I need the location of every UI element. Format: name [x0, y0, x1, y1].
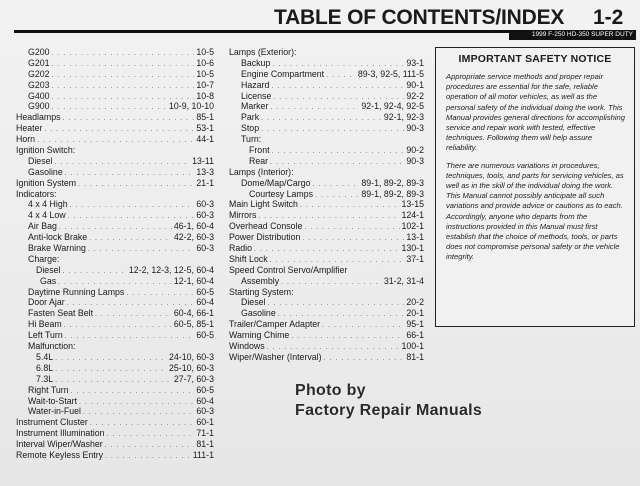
index-entry [229, 210, 424, 221]
index-entry-page: 20-1 [406, 308, 424, 319]
index-entry [229, 80, 424, 91]
index-entry [16, 406, 214, 417]
leader-dots [67, 299, 195, 308]
index-entry-page: 60-3 [196, 406, 214, 417]
leader-dots [52, 82, 195, 91]
index-entry-label: Wiper/Washer (Interval) [229, 351, 322, 362]
index-entry-label: Interval Wiper/Washer [16, 439, 103, 450]
index-entry [16, 232, 214, 243]
leader-dots [126, 289, 194, 298]
index-entry-label: Brake Warning [28, 243, 86, 254]
index-entry [229, 341, 424, 352]
index-entry-page: 90-1 [406, 79, 424, 90]
index-entry [16, 134, 214, 145]
index-entry [16, 47, 214, 58]
leader-dots [105, 452, 191, 461]
index-entry [229, 189, 424, 200]
index-entry-label: Turn: [241, 134, 262, 145]
leader-dots [65, 169, 195, 178]
index-entry-page: 10-9, 10-10 [169, 101, 214, 112]
index-entry [229, 287, 424, 298]
index-entry [16, 112, 214, 123]
index-entry-page: 92-2 [406, 90, 424, 101]
index-entry-page: 13-1 [406, 232, 424, 243]
index-entry-label: Stop [241, 123, 260, 134]
index-entry-page: 93-1 [406, 57, 424, 68]
index-entry-page: 42-2, 60-3 [173, 232, 214, 243]
watermark-line: Photo by [295, 382, 366, 399]
index-entry-page: 60-5 [196, 384, 214, 395]
index-entry-page: 60-4 [196, 395, 214, 406]
index-entry [229, 112, 424, 123]
index-entry-page: 31-2, 31-4 [383, 275, 424, 286]
index-entry-label: G201 [28, 57, 50, 68]
leader-dots [302, 234, 404, 243]
photo-watermark [295, 381, 482, 421]
index-entry-label: Right Turn [28, 384, 69, 395]
index-entry-label: Dome/Map/Cargo [241, 177, 311, 188]
index-entry-label: Ignition Switch: [16, 145, 76, 156]
index-entry [16, 352, 214, 363]
index-entry-label: Speed Control Servo/Amplifier [229, 264, 348, 275]
index-entry-label: G400 [28, 90, 50, 101]
index-entry [16, 287, 214, 298]
index-entry-label: Lamps (Exterior): [229, 47, 297, 57]
index-entry [16, 80, 214, 91]
index-entry-label: Door Ajar [28, 297, 65, 308]
index-entry-page: 60-3 [196, 243, 214, 254]
index-entry [229, 123, 424, 134]
leader-dots [68, 212, 195, 221]
leader-dots [79, 398, 194, 407]
index-entry-label: Windows [229, 341, 265, 352]
leader-dots [83, 408, 194, 417]
index-entry-page: 27-7, 60-3 [173, 373, 214, 384]
leader-dots [44, 125, 194, 134]
index-entry-page: 13-11 [192, 155, 214, 166]
index-entry-page: 124-1 [401, 210, 424, 221]
leader-dots [254, 245, 400, 254]
index-entry [16, 450, 214, 461]
index-entry-label: G203 [28, 79, 50, 90]
index-entry-label: Overhead Console [229, 221, 303, 232]
index-entry-page: 13-15 [401, 199, 424, 210]
index-entry-label: Trailer/Camper Adapter [229, 319, 321, 330]
index-entry [16, 210, 214, 221]
leader-dots [52, 71, 195, 80]
leader-dots [71, 387, 195, 396]
index-entry-page: 60-3 [196, 199, 214, 210]
index-entry-label: Charge: [28, 253, 60, 264]
index-entry-label: Diesel [36, 264, 61, 275]
index-entry [229, 91, 424, 102]
leader-dots [89, 234, 172, 243]
index-entry-label: License [241, 90, 272, 101]
index-entry [16, 91, 214, 102]
index-entry-label: Rear [249, 155, 269, 166]
index-entry [16, 341, 214, 352]
leader-dots [261, 125, 404, 134]
index-entry-label: Gasoline [241, 308, 276, 319]
index-entry [16, 374, 214, 385]
index-entry-page: 12-1, 60-4 [173, 275, 214, 286]
safety-paragraph: Appropriate service methods and proper repair procedures are essential for the safe, reliable operation of all motor vehicles, as well as the personal safety of the individual doing the work. This Manual provides general directions for accomplishing service and repair work with tested, effective techniques. Following them will help assure reliability. [446, 72, 625, 153]
leader-dots [278, 310, 405, 319]
index-entry-label: Courtesy Lamps [249, 188, 314, 199]
leader-dots [88, 245, 195, 254]
leader-dots [105, 441, 195, 450]
leader-dots [261, 114, 382, 123]
index-entry-label: Malfunction: [28, 341, 76, 352]
index-entry-page: 60-3 [196, 210, 214, 221]
index-entry [229, 167, 424, 178]
watermark-line: Factory Repair Manuals [295, 402, 483, 419]
header-rule [14, 30, 509, 33]
index-entry [229, 265, 424, 276]
index-entry-label: G202 [28, 68, 50, 79]
index-entry-label: Assembly [241, 275, 280, 286]
index-entry-label: Mirrors [229, 210, 257, 221]
leader-dots [322, 321, 404, 330]
leader-dots [281, 278, 382, 287]
index-entry [16, 156, 214, 167]
index-entry-page: 10-6 [196, 57, 214, 68]
index-entry-page: 10-5 [196, 47, 214, 57]
leader-dots [55, 376, 172, 385]
safety-notice-box [435, 47, 635, 327]
index-entry [16, 199, 214, 210]
index-entry-label: Diesel [241, 297, 266, 308]
index-entry-label: Shift Lock [229, 253, 268, 264]
leader-dots [267, 299, 404, 308]
index-entry-page: 89-1, 89-2, 89-3 [361, 177, 424, 188]
index-entry [229, 330, 424, 341]
leader-dots [272, 60, 404, 69]
index-entry-page: 90-3 [406, 155, 424, 166]
index-entry-label: Park [241, 112, 260, 123]
index-entry-page: 102-1 [401, 221, 424, 232]
index-entry-label: 4 x 4 High [28, 199, 68, 210]
leader-dots [54, 158, 190, 167]
leader-dots [273, 93, 404, 102]
index-entry-page: 66-1 [406, 330, 424, 341]
index-entry-label: Lamps (Interior): [229, 166, 294, 177]
index-entry-label: Remote Keyless Entry [16, 449, 104, 460]
index-column-left [16, 47, 214, 461]
index-entry [16, 123, 214, 134]
index-entry [229, 178, 424, 189]
index-entry [16, 101, 214, 112]
index-entry [229, 156, 424, 167]
index-entry-page: 92-1, 92-4, 92-5 [361, 101, 424, 112]
index-entry [16, 417, 214, 428]
index-entry-page: 60-4 [196, 297, 214, 308]
leader-dots [58, 278, 172, 287]
leader-dots [271, 82, 404, 91]
index-entry-page: 81-1 [196, 439, 214, 450]
index-entry [229, 69, 424, 80]
index-entry-page: 95-1 [406, 319, 424, 330]
index-entry [229, 145, 424, 156]
index-entry [16, 221, 214, 232]
index-entry [229, 232, 424, 243]
leader-dots [270, 256, 405, 265]
index-entry-page: 89-1, 89-2, 89-3 [361, 188, 424, 199]
index-entry-page: 24-10, 60-3 [169, 351, 214, 362]
index-entry [229, 297, 424, 308]
leader-dots [304, 223, 399, 232]
index-entry [229, 254, 424, 265]
leader-dots [70, 201, 195, 210]
index-entry [16, 178, 214, 189]
index-entry-label: Instrument Illumination [16, 428, 105, 439]
index-entry-page: 90-2 [406, 145, 424, 156]
index-entry-label: Wait-to-Start [28, 395, 78, 406]
leader-dots [52, 93, 195, 102]
index-entry-page: 13-3 [196, 166, 214, 177]
index-entry-page: 60-1 [196, 417, 214, 428]
index-entry-page: 25-10, 60-3 [169, 362, 214, 373]
leader-dots [55, 365, 167, 374]
index-entry-label: Backup [241, 57, 271, 68]
index-entry-page: 130-1 [401, 243, 424, 254]
index-entry-page: 100-1 [401, 341, 424, 352]
leader-dots [272, 147, 405, 156]
index-entry [229, 352, 424, 363]
index-entry-page: 21-1 [196, 177, 214, 188]
index-entry [16, 385, 214, 396]
index-entry-label: Hi Beam [28, 319, 62, 330]
leader-dots [107, 430, 195, 439]
leader-dots [270, 103, 359, 112]
index-entry-label: Starting System: [229, 286, 294, 297]
index-entry-page: 60-5 [196, 330, 214, 341]
page-number: 1-2 [593, 6, 624, 29]
leader-dots [65, 332, 195, 341]
index-entry [16, 439, 214, 450]
index-entry [229, 101, 424, 112]
index-entry-label: Power Distribution [229, 232, 301, 243]
index-entry [229, 134, 424, 145]
index-entry [16, 254, 214, 265]
safety-paragraph: There are numerous variations in procedures, techniques, tools, and parts for servicing vehicles, as well as in the skill of the individual doing the work. This Manual cannot possibly anticipate all such variations and provide advice or cautions as to each. Accordingly, anyone who departs from the instructions provided in this Manual must first establish that the choice of methods, tools, or parts does not compromise personal safety or the vehicle integrity. [446, 160, 624, 262]
leader-dots [63, 114, 195, 123]
leader-dots [326, 71, 356, 80]
index-entry-page: 12-2, 12-3, 12-5, 60-4 [128, 264, 214, 275]
index-entry-label: Engine Compartment [241, 68, 325, 79]
index-entry-page: 60-4, 66-1 [173, 308, 214, 319]
index-entry-page: 20-2 [406, 297, 424, 308]
index-entry-label: Gas [40, 275, 57, 286]
index-entry-page: 81-1 [406, 351, 424, 362]
vehicle-subtitle: 1999 F-250 HD-350 SUPER DUTY [509, 30, 636, 40]
index-entry-label: Left Turn [28, 330, 63, 341]
index-entry [16, 189, 214, 200]
leader-dots [55, 354, 167, 363]
index-entry [16, 319, 214, 330]
index-entry-label: Water-in-Fuel [28, 406, 81, 417]
leader-dots [270, 158, 404, 167]
index-entry-label: Hazard [241, 79, 270, 90]
index-entry [16, 308, 214, 319]
index-entry-label: Ignition System [16, 177, 77, 188]
leader-dots [52, 103, 167, 112]
index-entry-label: 4 x 4 Low [28, 210, 66, 221]
index-entry-label: G900 [28, 101, 50, 112]
leader-dots [64, 321, 172, 330]
leader-dots [267, 343, 400, 352]
index-entry-page: 60-5 [196, 286, 214, 297]
index-entry [16, 330, 214, 341]
index-entry [229, 319, 424, 330]
index-entry [16, 428, 214, 439]
index-entry [229, 221, 424, 232]
index-entry [16, 145, 214, 156]
leader-dots [37, 136, 194, 145]
leader-dots [300, 201, 400, 210]
index-entry-page: 10-5 [196, 68, 214, 79]
index-entry-page: 92-1, 92-3 [383, 112, 424, 123]
index-entry [16, 243, 214, 254]
index-entry-page: 44-1 [196, 134, 214, 145]
leader-dots [312, 180, 359, 189]
index-entry-label: G200 [28, 47, 50, 57]
index-entry [229, 199, 424, 210]
index-entry-page: 85-1 [196, 112, 214, 123]
index-entry-page: 53-1 [196, 123, 214, 134]
index-entry [16, 167, 214, 178]
index-entry [229, 276, 424, 287]
index-entry-label: Anti-lock Brake [28, 232, 88, 243]
index-entry [16, 58, 214, 69]
leader-dots [78, 180, 194, 189]
page-title: TABLE OF CONTENTS/INDEX [274, 6, 565, 29]
index-column-right [229, 47, 424, 363]
index-entry-label: Air Bag [28, 221, 57, 232]
index-entry-page: 111-1 [192, 449, 214, 460]
index-entry [229, 308, 424, 319]
index-entry-label: 6.8L [36, 362, 54, 373]
index-entry-page: 10-8 [196, 90, 214, 101]
index-entry-page: 90-3 [406, 123, 424, 134]
index-entry [16, 396, 214, 407]
index-entry-label: Indicators: [16, 188, 57, 199]
leader-dots [258, 212, 399, 221]
leader-dots [59, 223, 172, 232]
index-entry-label: Fasten Seat Belt [28, 308, 94, 319]
index-entry-label: 5.4L [36, 351, 54, 362]
index-entry-label: Gasoline [28, 166, 63, 177]
index-entry-label: Daytime Running Lamps [28, 286, 125, 297]
index-entry [229, 58, 424, 69]
leader-dots [95, 310, 172, 319]
index-entry-label: Marker [241, 101, 269, 112]
leader-dots [291, 332, 404, 341]
index-entry-page: 60-5, 85-1 [173, 319, 214, 330]
index-entry [16, 69, 214, 80]
index-entry-page: 10-7 [196, 79, 214, 90]
index-entry-label: Warning Chime [229, 330, 290, 341]
index-entry-label: Front [249, 145, 270, 156]
leader-dots [52, 49, 195, 58]
index-entry-label: Headlamps [16, 112, 61, 123]
index-entry [229, 47, 424, 58]
index-entry-label: 7.3L [36, 373, 54, 384]
index-entry-label: Main Light Switch [229, 199, 298, 210]
leader-dots [324, 354, 405, 363]
leader-dots [62, 267, 126, 276]
leader-dots [90, 419, 195, 428]
index-entry [16, 276, 214, 287]
index-entry-page: 89-3, 92-5, 111-5 [357, 68, 424, 79]
leader-dots [52, 60, 195, 69]
index-entry-label: Horn [16, 134, 36, 145]
leader-dots [315, 191, 359, 200]
index-entry-page: 37-1 [406, 253, 424, 264]
safety-notice-title: IMPORTANT SAFETY NOTICE [458, 53, 612, 65]
index-entry-page: 46-1, 60-4 [173, 221, 214, 232]
index-entry [16, 297, 214, 308]
index-entry-page: 71-1 [196, 428, 214, 439]
index-entry-label: Radio [229, 243, 252, 254]
index-entry [16, 363, 214, 374]
index-entry-label: Diesel [28, 155, 53, 166]
index-entry [16, 265, 214, 276]
index-entry-label: Instrument Cluster [16, 417, 88, 428]
index-entry [229, 243, 424, 254]
index-entry-label: Heater [16, 123, 43, 134]
